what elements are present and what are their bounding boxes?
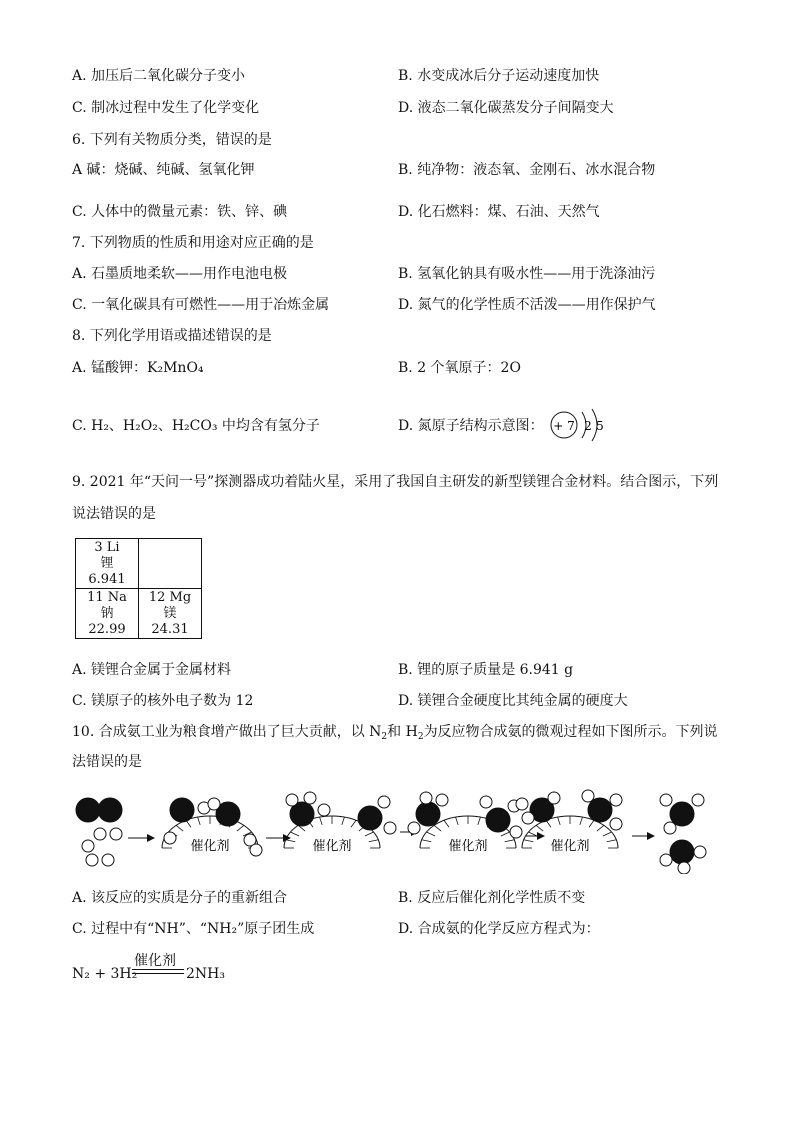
nitrogen-atom	[416, 802, 440, 826]
periodic-table-fragment	[75, 538, 202, 639]
ammonia-synthesis-diagram	[70, 788, 720, 874]
q10-sub-n2: 2	[381, 732, 388, 742]
q6-option-d: D. 化石燃料：煤、石油、天然气	[398, 204, 600, 220]
mg-mass: 24.31	[151, 621, 189, 637]
q10-option-c: C. 过程中有“NH”、“NH₂”原子团生成	[72, 921, 315, 937]
hydrogen-atom	[250, 844, 262, 856]
hydrogen-atom	[420, 792, 432, 804]
catalyst-tick	[501, 832, 510, 836]
catalyst-tick	[342, 817, 345, 825]
q8-option-a-formula: K₂MnO₄	[147, 360, 204, 376]
hydrogen-atom	[378, 796, 390, 808]
equation-line-top	[132, 969, 184, 970]
catalyst-tick	[237, 825, 244, 831]
q8-option-d: D. 氮原子结构示意图：	[398, 418, 544, 434]
catalyst-tick	[505, 840, 515, 842]
nitrogen-atom	[588, 798, 612, 822]
q6-option-b: B. 纯净物：液态氧、金刚石、冰水混合物	[398, 162, 656, 178]
catalyst-tick	[198, 817, 201, 825]
catalyst-label: 催化剂	[312, 839, 352, 854]
hydrogen-atom	[94, 828, 106, 840]
catalyst-tick	[558, 817, 561, 825]
q9-stem-line1: 9. 2021 年“天问一号”探测器成功着陆火星，采用了我国自主研发的新型镁锂合金材料。结合图示，下列	[72, 474, 719, 490]
q5-option-b: B. 水变成冰后分子运动速度加快	[398, 68, 600, 84]
catalyst-tick	[444, 820, 449, 827]
catalyst-tick	[176, 825, 183, 831]
catalyst-tick	[589, 820, 594, 827]
hydrogen-atom	[582, 790, 594, 802]
hydrogen-atom	[678, 862, 690, 874]
q7-option-d: D. 氮气的化学性质不活泼——用作保护气	[398, 297, 656, 313]
q8-option-a	[72, 358, 204, 378]
q10-stem-mid: 和 H	[387, 724, 418, 740]
hydrogen-atom	[286, 794, 298, 806]
hydrogen-atom	[86, 854, 98, 866]
q5-option-d: D. 液态二氧化碳蒸发分子间隔变大	[398, 100, 614, 116]
q6-stem: 6. 下列有关物质分类，错误的是	[72, 132, 272, 148]
q10-stem-line2: 法错误的是	[72, 754, 142, 770]
q10-option-b: B. 反应后催化剂化学性质不变	[398, 890, 586, 906]
element-cell-na	[76, 589, 139, 639]
catalyst-tick	[426, 832, 435, 836]
q9-option-a: A. 镁锂合金属于金属材料	[72, 662, 232, 678]
q10-sub-h2: 2	[417, 732, 424, 742]
catalyst-tick	[320, 817, 323, 825]
mg-name: 镁	[163, 605, 177, 621]
catalyst-tick	[365, 832, 374, 836]
q8-stem: 8. 下列化学用语或描述错误的是	[72, 328, 272, 344]
q9-stem-line2: 说法错误的是	[72, 506, 156, 522]
atom-nucleus-label: + 7	[553, 419, 575, 433]
catalyst-tick	[580, 817, 583, 825]
hydrogen-atom	[480, 796, 492, 808]
hydrogen-atom	[408, 822, 420, 834]
li-number-symbol: 3 Li	[94, 539, 120, 555]
element-cell-mg	[139, 589, 202, 639]
catalyst-tick	[286, 840, 296, 842]
catalyst-tick	[597, 825, 604, 831]
li-name: 锂	[100, 555, 114, 571]
nitrogen-atom	[358, 806, 382, 830]
hydrogen-atom	[610, 794, 622, 806]
q9-option-b: B. 锂的原子质量是 6.941 g	[398, 662, 574, 678]
catalyst-tick	[478, 817, 481, 825]
q8-option-b: B. 2 个氧原子：2O	[398, 360, 521, 376]
q6-option-c: C. 人体中的微量元素：铁、锌、碘	[72, 204, 288, 220]
hydrogen-atom	[660, 854, 672, 866]
q10-stem-post: 为反应物合成氨的微观过程如下图所示。下列说	[423, 724, 718, 740]
hydrogen-atom	[692, 794, 704, 806]
element-cell-empty	[139, 539, 202, 589]
catalyst-tick	[528, 832, 537, 836]
catalyst-tick	[607, 840, 617, 842]
catalyst-label: 催化剂	[448, 839, 488, 854]
reaction-stages	[76, 790, 706, 874]
li-mass: 6.941	[88, 571, 126, 587]
q7-option-a: A. 石墨质地柔软——用作电池电极	[72, 266, 288, 282]
nitrogen-atom	[670, 802, 694, 826]
q5-option-a: A. 加压后二氧化碳分子变小	[72, 68, 246, 84]
equation-left: N₂ + 3H₂	[72, 966, 138, 982]
equation-condition: 催化剂	[134, 953, 176, 969]
hydrogen-atom	[694, 846, 706, 858]
q6-option-a: A 碱：烧碱、纯碱、氢氧化钾	[72, 162, 255, 178]
hydrogen-atom	[82, 840, 94, 852]
catalyst-label: 催化剂	[190, 839, 230, 854]
catalyst-tick	[351, 820, 356, 827]
na-name: 钠	[100, 605, 114, 621]
catalyst-label: 催化剂	[550, 839, 590, 854]
na-number-symbol: 11 Na	[87, 589, 127, 605]
q10-option-a: A. 该反应的实质是分子的重新组合	[72, 890, 288, 906]
equation-line-bottom	[132, 973, 184, 974]
catalyst-tick	[456, 817, 459, 825]
na-mass: 22.99	[88, 621, 126, 637]
hydrogen-atom	[318, 804, 330, 816]
hydrogen-atom	[208, 798, 220, 810]
atom-shell-1-count: 2	[584, 419, 592, 433]
hydrogen-atom	[548, 792, 560, 804]
q7-stem: 7. 下列物质的性质和用途对应正确的是	[72, 235, 314, 251]
hydrogen-atom	[610, 818, 622, 830]
q10-option-d: D. 合成氨的化学反应方程式为：	[398, 921, 600, 937]
hydrogen-atom	[664, 822, 676, 834]
q9-option-d: D. 镁锂合金硬度比其纯金属的硬度大	[398, 693, 628, 709]
mg-number-symbol: 12 Mg	[148, 589, 192, 605]
nitrogen-atom-diagram	[548, 408, 618, 442]
q8-option-a-label: A. 锰酸钾：	[72, 360, 148, 376]
hydrogen-atom	[384, 822, 396, 834]
equation-right: 2NH₃	[186, 966, 225, 982]
catalyst-tick	[536, 825, 543, 831]
catalyst-tick	[290, 832, 299, 836]
hydrogen-atom	[516, 798, 528, 810]
catalyst-tick	[369, 840, 379, 842]
catalyst-tick	[434, 825, 441, 831]
hydrogen-atom	[436, 794, 448, 806]
atom-shell-2-count: 5	[596, 419, 604, 433]
q7-option-c: C. 一氧化碳具有可燃性——用于冶炼金属	[72, 297, 330, 313]
hydrogen-atom	[510, 826, 522, 838]
hydrogen-atom	[304, 792, 316, 804]
nitrogen-atom	[76, 798, 100, 822]
q10-stem-pre: 10. 合成氨工业为粮食增产做出了巨大贡献，以 N	[72, 724, 382, 740]
q7-option-b: B. 氢氧化钠具有吸水性——用于洗涤油污	[398, 266, 656, 282]
q9-option-c: C. 镁原子的核外电子数为 12	[72, 693, 254, 709]
q8-option-c: C. H₂、H₂O₂、H₂CO₃ 中均含有氢分子	[72, 418, 320, 434]
catalyst-tick	[524, 840, 534, 842]
hydrogen-atom	[522, 812, 534, 824]
nitrogen-atom	[170, 798, 194, 822]
nitrogen-atom	[670, 840, 694, 864]
nitrogen-atom	[98, 798, 122, 822]
nitrogen-atom	[486, 808, 510, 832]
q5-option-c: C. 制冰过程中发生了化学变化	[72, 100, 260, 116]
hydrogen-atom	[660, 794, 672, 806]
hydrogen-atom	[164, 832, 176, 844]
q10-stem-line1	[72, 722, 718, 742]
hydrogen-atom	[102, 854, 114, 866]
element-cell-li	[76, 539, 139, 589]
catalyst-tick	[422, 840, 432, 842]
hydrogen-atom	[110, 828, 122, 840]
catalyst-tick	[603, 832, 612, 836]
